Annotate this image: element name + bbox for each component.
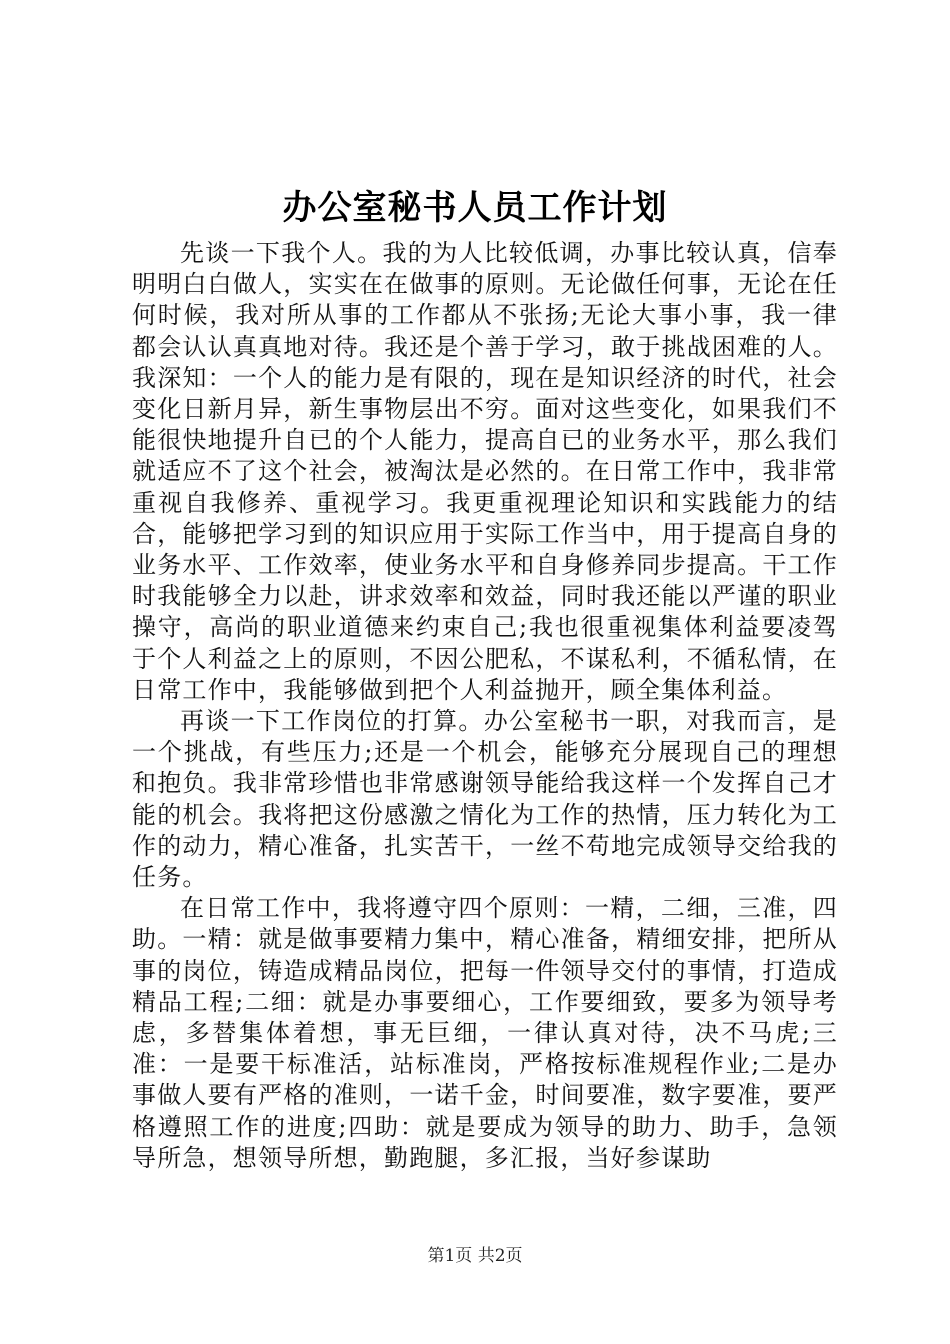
paragraph-job-plans: 再谈一下工作岗位的打算。办公室秘书一职，对我而言，是一个挑战，有些压力;还是一个机会，能够充分展现自己的理想和抱负。我非常珍惜也非常感谢领导能给我这样一个发挥自己才能的机会。我将把这份感激之情化为工作的热情，压力转化为工作的动力，精心准备，扎实苦干，一丝不苟地完成领导交给我的任务。 <box>132 707 838 892</box>
page-number-footer: 第1页 共2页 <box>427 1246 523 1266</box>
paragraph-personal-intro: 先谈一下我个人。我的为人比较低调，办事比较认真，信奉明明白白做人，实实在在做事的原则。无论做任何事，无论在任何时候，我对所从事的工作都从不张扬;无论大事小事，我一律都会认认真真地对待。我还是个善于学习，敢于挑战困难的人。我深知：一个人的能力是有限的，现在是知识经济的时代，社会变化日新月异，新生事物层出不穷。面对这些变化，如果我们不能很快地提升自已的个人能力，提高自已的业务水平，那么我们就适应不了这个社会，被淘汰是必然的。在日常工作中，我非常重视自我修养、重视学习。我更重视理论知识和实践能力的结合，能够把学习到的知识应用于实际工作当中，用于提高自身的业务水平、工作效率，使业务水平和自身修养同步提高。干工作时我能够全力以赴，讲求效率和效益，同时我还能以严谨的职业操守，高尚的职业道德来约束自己;我也很重视集体利益要凌驾于个人利益之上的原则，不因公肥私，不谋私利，不循私情，在日常工作中，我能够做到把个人利益抛开，顾全集体利益。 <box>132 239 838 704</box>
document-body <box>132 238 838 1174</box>
paragraph-four-principles: 在日常工作中，我将遵守四个原则：一精，二细，三准，四助。一精：就是做事要精力集中，精心准备，精细安排，把所从事的岗位，铸造成精品岗位，把每一件领导交付的事情，打造成精品工程;二细：就是办事要细心，工作要细致，要多为领导考虑，多替集体着想，事无巨细，一律认真对待，决不马虎;三准：一是要干标准活，站标准岗，严格按标准规程作业;二是办事做人要有严格的准则，一诺千金，时间要准，数字要准，要严格遵照工作的进度;四助：就是要成为领导的助力、助手，急领导所急，想领导所想，勤跑腿，多汇报，当好参谋助 <box>132 894 838 1172</box>
document-title: 办公室秘书人员工作计划 <box>282 188 668 228</box>
